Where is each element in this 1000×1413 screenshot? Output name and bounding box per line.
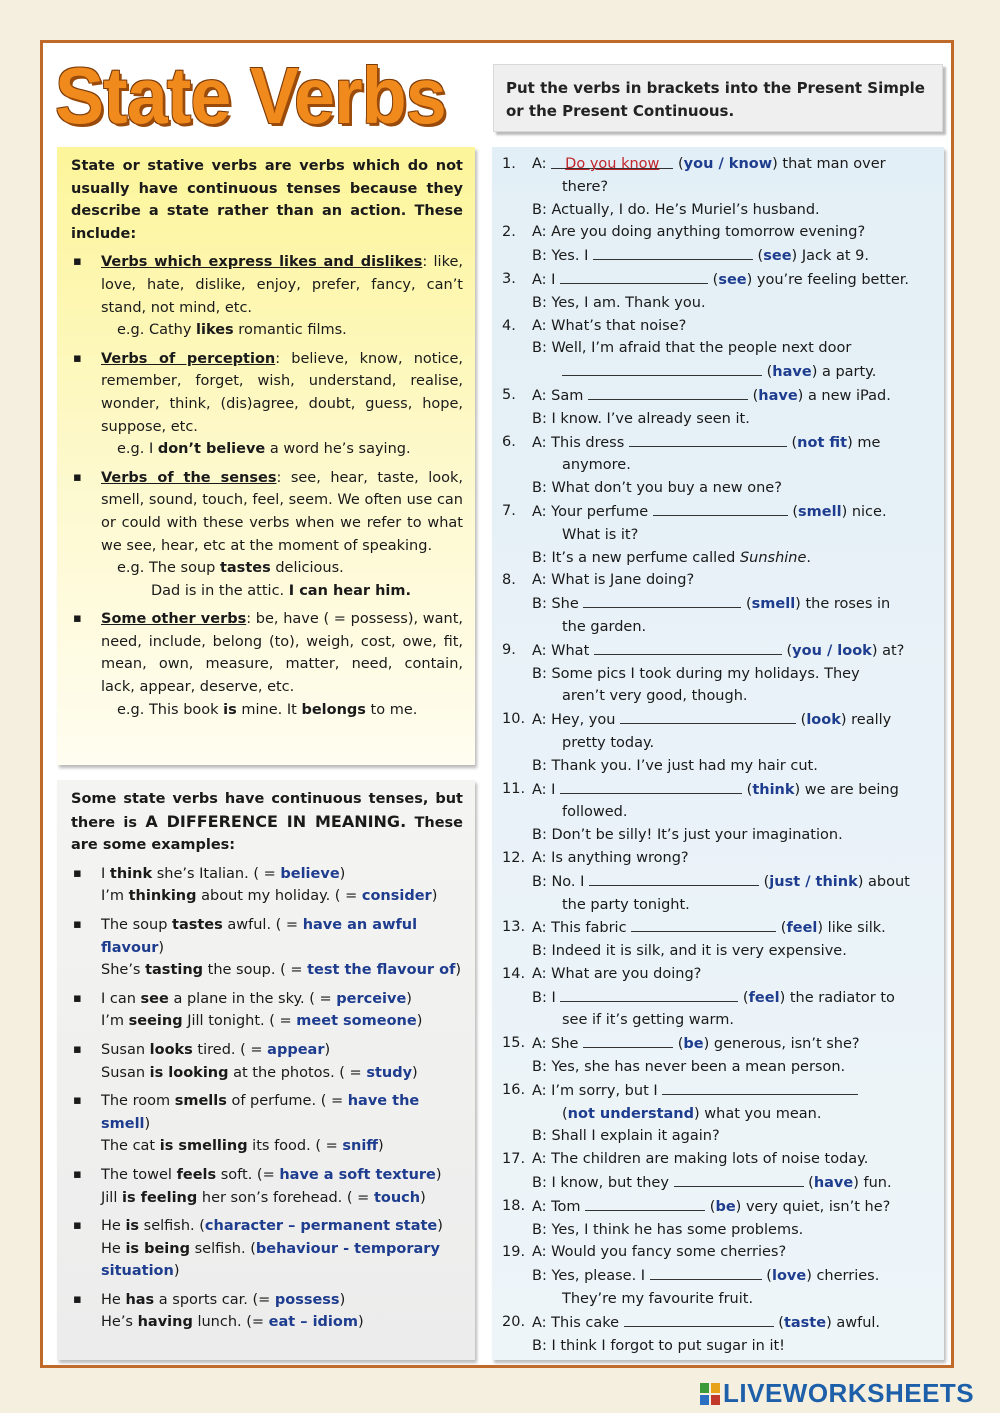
verb-prompt: think	[752, 781, 795, 798]
answer-blank[interactable]	[594, 639, 782, 655]
exercise-item	[502, 153, 932, 221]
item-number: 6.	[502, 433, 516, 450]
exercise-item	[502, 431, 932, 500]
difference-item	[71, 1164, 463, 1209]
verb-prompt: just / think	[769, 873, 858, 890]
item-number: 7.	[502, 502, 516, 519]
answer-blank[interactable]	[620, 708, 796, 724]
item-body	[532, 384, 932, 431]
item-number: 16.	[502, 1081, 526, 1098]
verb-prompt: love	[771, 1268, 807, 1285]
example-line: ▪ The towel feels soft. (= have a soft texture)	[101, 1166, 442, 1183]
group-heading: Verbs of perception	[101, 350, 276, 367]
item-number: 19.	[502, 1244, 526, 1261]
item-body	[532, 847, 932, 916]
exercise-item	[502, 1079, 932, 1148]
theory-list	[71, 251, 463, 721]
example-line: ▪ I think she’s Italian. ( = believe)	[101, 865, 346, 882]
example-line: ▪ I can see a plane in the sky. ( = perceive)	[101, 990, 412, 1007]
exercise-box	[492, 147, 944, 1360]
theory-group: ▪ Some other verbs: be, have ( = possess), want, need, include, belong (to), weigh, cost, owe, fit, mean, own, measure, matter, need, contain, lack, appear, deserve, etc. e.g. This book is mine. It belongs to me.	[71, 608, 463, 721]
item-number: 9.	[502, 641, 516, 658]
item-body	[532, 708, 932, 777]
line-b: B: Yes, please. I (love) cherries.	[532, 1264, 932, 1288]
answer-blank[interactable]	[650, 1264, 762, 1280]
example-line: She’s tasting the soup. ( = test the flavour of)	[101, 962, 462, 979]
answer-blank[interactable]	[551, 153, 673, 172]
verb-prompt: not understand	[567, 1105, 694, 1122]
difference-item	[71, 988, 463, 1033]
item-body	[532, 1148, 932, 1195]
meaning-text: have the smell	[101, 1093, 420, 1132]
exercise-item	[502, 847, 932, 916]
exercise-item	[502, 500, 932, 569]
line-b: B: Well, I’m afraid that the people next door	[532, 340, 852, 357]
theory-group: ▪ Verbs of the senses: see, hear, taste, look, smell, sound, touch, feel, seem. We often use can or could with these verbs when we refer to what we see, hear, etc at the moment of speaking. e.g. The soup tastes delicious. Dad is in the attic. I can hear him.	[71, 467, 463, 603]
verb-prompt: feel	[748, 989, 780, 1006]
answer-blank[interactable]	[583, 1032, 673, 1048]
instruction-box	[493, 64, 943, 132]
meaning-text: appear	[267, 1041, 325, 1058]
answer-blank[interactable]	[562, 360, 762, 376]
example-line: Jill is feeling her son’s forehead. ( = touch)	[101, 1189, 426, 1206]
group-example: e.g. The soup tastes delicious.	[117, 560, 344, 577]
group-heading: Some other verbs	[101, 611, 247, 628]
group-example: e.g. Cathy likes romantic films.	[117, 322, 347, 339]
exercise-item	[502, 268, 932, 315]
line-a: A: Is anything wrong?	[532, 849, 689, 866]
example-line: ▪ He has a sports car. (= possess)	[101, 1291, 346, 1308]
line-a: A: Your perfume (smell) nice.	[532, 500, 932, 524]
liveworksheets-icon	[700, 1383, 720, 1405]
answer-blank[interactable]	[560, 778, 742, 794]
meaning-text: test the flavour of	[307, 962, 456, 979]
line-a: A: Hey, you (look) really	[532, 708, 932, 732]
line-wrap: the party tonight.	[562, 896, 690, 913]
example-line: ▪ He is selfish. (character – permanent state)	[101, 1218, 443, 1235]
verb-prompt: smell	[751, 596, 796, 613]
answer-blank[interactable]	[560, 986, 738, 1002]
line-wrap: (not understand) what you mean.	[562, 1105, 822, 1122]
exercise-item	[502, 1311, 932, 1358]
exercise-item	[502, 778, 932, 847]
exercise-item	[502, 1195, 932, 1242]
logo-text: LIVEWORKSHEETS	[723, 1378, 975, 1408]
line-b: B: I know. I’ve already seen it.	[532, 410, 750, 427]
verb-prompt: not fit	[797, 434, 848, 451]
verb-prompt: have	[772, 364, 812, 381]
answer-blank[interactable]	[629, 431, 787, 447]
meaning-text: have an awful flavour	[101, 916, 418, 956]
theory-group: ▪ Verbs of perception: believe, know, notice, remember, forget, wish, understand, realise, wonder, think, (dis)agree, doubt, guess, hope, suppose, etc. e.g. I don’t believe a word he’s saying.	[71, 348, 463, 461]
example-line: I’m seeing Jill tonight. ( = meet someone)	[101, 1013, 423, 1030]
item-number: 15.	[502, 1035, 526, 1052]
difference-item	[71, 1289, 463, 1334]
verb-prompt: feel	[786, 920, 818, 937]
item-body	[532, 431, 932, 500]
verb-prompt: be	[683, 1036, 704, 1053]
line-a: A: I (think) we are being	[532, 778, 932, 802]
item-number: 13.	[502, 919, 526, 936]
meaning-text: believe	[280, 865, 340, 882]
line-b: B: Yes. I (see) Jack at 9.	[532, 244, 932, 268]
line-wrap: see if it’s getting warm.	[562, 1012, 734, 1029]
answer-blank[interactable]	[585, 1195, 705, 1211]
liveworksheets-logo	[700, 1378, 974, 1408]
exercise-item	[502, 384, 932, 431]
group-example: e.g. I don’t believe a word he’s saying.	[117, 441, 411, 458]
meaning-text: character – permanent state	[204, 1218, 438, 1235]
answer-blank[interactable]	[560, 268, 708, 284]
line-a: A: What’s that noise?	[532, 317, 687, 334]
verb-prompt: look	[806, 712, 841, 729]
meaning-text: eat – idiom	[268, 1314, 358, 1331]
verb-prompt: you / look	[792, 642, 872, 659]
meaning-text: consider	[361, 888, 432, 905]
item-body	[532, 500, 932, 569]
line-a: A: Would you fancy some cherries?	[532, 1244, 787, 1261]
group-text: believe, know, notice, remember, forget, wish, understand, realise, wonder, think, (dis)agree, doubt, guess, hope, suppose, etc.	[101, 350, 463, 435]
answer-text[interactable]: Do you know	[565, 156, 660, 172]
exercise-item	[502, 1148, 932, 1195]
line-wrap: anymore.	[562, 457, 631, 474]
item-number: 2.	[502, 224, 516, 241]
exercise-item	[502, 315, 932, 384]
item-body	[532, 315, 932, 384]
line-wrap: followed.	[562, 804, 628, 821]
exercise-item	[502, 569, 932, 638]
item-body	[532, 221, 932, 268]
difference-item	[71, 1215, 463, 1283]
line-b: B: No. I (just / think) about	[532, 870, 932, 894]
exercise-item	[502, 963, 932, 1032]
line-wrap: there?	[562, 178, 609, 195]
difference-item	[71, 1090, 463, 1158]
group-heading: Verbs of the senses	[101, 469, 277, 486]
example-line: ▪ The room smells of perfume. ( = have the smell)	[101, 1093, 420, 1132]
example-line: I’m thinking about my holiday. ( = consider)	[101, 888, 438, 905]
line-b: B: I (feel) the radiator to	[532, 986, 932, 1010]
item-number: 3.	[502, 270, 516, 287]
group-text: see, hear, taste, look, smell, sound, touch, feel, seem. We often use can or could with these verbs when we refer to what we see, hear, etc at the moment of speaking.	[101, 469, 463, 554]
exercise-item	[502, 1241, 932, 1310]
line-a: A: This cake (taste) awful.	[532, 1311, 932, 1335]
exercise-item	[502, 1032, 932, 1079]
theory-intro: State or stative verbs are verbs which do not usually have continuous tenses because they describe a state rather than an action. These include:	[71, 158, 463, 242]
line-a: A: Do you know (you / know) that man over	[532, 153, 932, 176]
difference-intro: Some state verbs have continuous tenses, but there is A DIFFERENCE IN MEANING. These are some examples:	[71, 791, 463, 854]
line-b: B: Don’t be silly! It’s just your imagination.	[532, 827, 843, 844]
meaning-text: sniff	[342, 1138, 379, 1155]
item-number: 14.	[502, 965, 526, 982]
line-wrap: They’re my favourite fruit.	[562, 1291, 754, 1308]
group-text: be, have ( = possess), want, need, include, belong (to), weigh, cost, owe, fit, mean, own, measure, matter, need, contain, lack, appear, deserve, etc.	[101, 611, 464, 696]
line-b: B: What don’t you buy a new one?	[532, 480, 782, 497]
answer-blank[interactable]	[674, 1171, 804, 1187]
item-body	[532, 778, 932, 847]
answer-blank[interactable]	[631, 916, 776, 932]
line-a: A: Are you doing anything tomorrow evening?	[532, 224, 866, 241]
item-body	[532, 569, 932, 638]
example-line: He is being selfish. (behaviour - temporary situation)	[101, 1240, 440, 1280]
line-a: A: What (you / look) at?	[532, 639, 932, 663]
verb-prompt: see	[763, 248, 792, 265]
exercise-item	[502, 639, 932, 708]
item-body	[532, 153, 932, 221]
group-example-2: Dad is in the attic. I can hear him.	[151, 582, 412, 599]
verb-prompt: see	[718, 271, 747, 288]
answer-blank[interactable]	[583, 592, 741, 608]
item-number: 17.	[502, 1151, 526, 1168]
line-a: A: Tom (be) very quiet, isn’t he?	[532, 1195, 932, 1219]
verb-prompt: have	[758, 387, 798, 404]
verb-prompt: taste	[783, 1314, 827, 1331]
line-a: A: This dress (not fit) me	[532, 431, 932, 455]
item-body	[532, 1241, 932, 1310]
theory-box	[57, 147, 475, 765]
group-text: like, love, hate, dislike, enjoy, prefer, fancy, can’t stand, not mind, etc.	[101, 254, 463, 316]
answer-blank[interactable]	[589, 870, 759, 886]
difference-item	[71, 863, 463, 908]
line-a: A: This fabric (feel) like silk.	[532, 916, 932, 940]
exercise-item	[502, 221, 932, 268]
line-b: B: She (smell) the roses in	[532, 592, 932, 616]
example-line: ▪ The soup tastes awful. ( = have an awful flavour)	[101, 916, 418, 956]
meaning-text: perceive	[336, 990, 407, 1007]
instruction-text: Put the verbs in brackets into the Present Simple or the Present Continuous.	[506, 79, 925, 120]
line-b: B: Yes, she has never been a mean person.	[532, 1059, 846, 1076]
example-line: The cat is smelling its food. ( = sniff)	[101, 1138, 384, 1155]
item-body	[532, 268, 932, 315]
item-body	[532, 639, 932, 708]
answer-blank[interactable]	[662, 1079, 858, 1095]
line-wrap: What is it?	[562, 526, 639, 543]
theory-group: ▪ Verbs which express likes and dislikes: like, love, hate, dislike, enjoy, prefer, fancy, can’t stand, not mind, etc. e.g. Cathy likes romantic films.	[71, 251, 463, 341]
line-a: A: I (see) you’re feeling better.	[532, 268, 932, 292]
difference-item	[71, 1039, 463, 1084]
item-number: 12.	[502, 849, 526, 866]
example-line: ▪ Susan looks tired. ( = appear)	[101, 1041, 331, 1058]
item-number: 18.	[502, 1197, 526, 1214]
meaning-text: study	[366, 1064, 413, 1081]
meaning-text: possess	[274, 1291, 340, 1308]
answer-blank[interactable]	[653, 500, 788, 516]
answer-blank[interactable]	[588, 384, 748, 400]
answer-blank[interactable]	[624, 1311, 774, 1327]
item-body	[532, 1311, 932, 1358]
line-a: A: She (be) generous, isn’t she?	[532, 1032, 932, 1056]
item-body	[532, 916, 932, 963]
verb-prompt: smell	[798, 503, 842, 520]
meaning-text: touch	[373, 1189, 421, 1206]
example-line: Susan is looking at the photos. ( = study)	[101, 1064, 418, 1081]
line-b: B: Thank you. I’ve just had my hair cut.	[532, 757, 818, 774]
item-body	[532, 1195, 932, 1242]
line-b: B: It’s a new perfume called Sunshine.	[532, 549, 812, 566]
difference-item	[71, 914, 463, 982]
group-heading: Verbs which express likes and dislikes	[101, 254, 423, 271]
item-number: 4.	[502, 317, 516, 334]
meaning-text: meet someone	[296, 1013, 417, 1030]
line-b: B: Actually, I do. He’s Muriel’s husband.	[532, 201, 820, 218]
line-wrap: (have) a party.	[532, 360, 932, 384]
item-number: 10.	[502, 711, 526, 728]
item-body	[532, 1032, 932, 1079]
line-a: A: Sam (have) a new iPad.	[532, 384, 932, 408]
verb-prompt: have	[813, 1175, 854, 1192]
line-b: B: Yes, I think he has some problems.	[532, 1221, 804, 1238]
line-b: B: I think I forgot to put sugar in it!	[532, 1337, 785, 1354]
meaning-text: behaviour - temporary situation	[101, 1240, 440, 1280]
item-number: 11.	[502, 780, 526, 797]
difference-list	[71, 863, 463, 1334]
line-b: B: I know, but they (have) fun.	[532, 1171, 932, 1195]
line-wrap: pretty today.	[562, 734, 655, 751]
item-body	[532, 1079, 932, 1148]
item-number: 1.	[502, 156, 516, 172]
meaning-text: have a soft texture	[279, 1166, 436, 1183]
line-b: B: Shall I explain it again?	[532, 1128, 720, 1145]
verb-prompt: you / know	[683, 156, 773, 172]
line-b: B: Indeed it is silk, and it is very expensive.	[532, 943, 847, 960]
group-example: e.g. This book is mine. It belongs to me.	[117, 701, 418, 718]
exercise-item	[502, 708, 932, 777]
line-a: A: What are you doing?	[532, 965, 702, 982]
line-a: A: I’m sorry, but I	[532, 1079, 932, 1103]
answer-blank[interactable]	[593, 244, 753, 260]
line-b: B: Yes, I am. Thank you.	[532, 294, 706, 311]
item-number: 20.	[502, 1313, 526, 1330]
item-number: 8.	[502, 572, 516, 589]
line-a: A: What is Jane doing?	[532, 572, 695, 589]
difference-box	[57, 780, 475, 1360]
example-line: He’s having lunch. (= eat – idiom)	[101, 1314, 364, 1331]
line-a: A: The children are making lots of noise today.	[532, 1151, 869, 1168]
item-number: 5.	[502, 386, 516, 403]
line-wrap: the garden.	[562, 618, 647, 635]
item-body	[532, 963, 932, 1032]
page-title: State Verbs	[55, 51, 446, 140]
line-b: B: Some pics I took during my holidays. They	[532, 665, 860, 682]
line-wrap: aren’t very good, though.	[562, 688, 748, 705]
exercise-item	[502, 916, 932, 963]
verb-prompt: be	[715, 1198, 736, 1215]
